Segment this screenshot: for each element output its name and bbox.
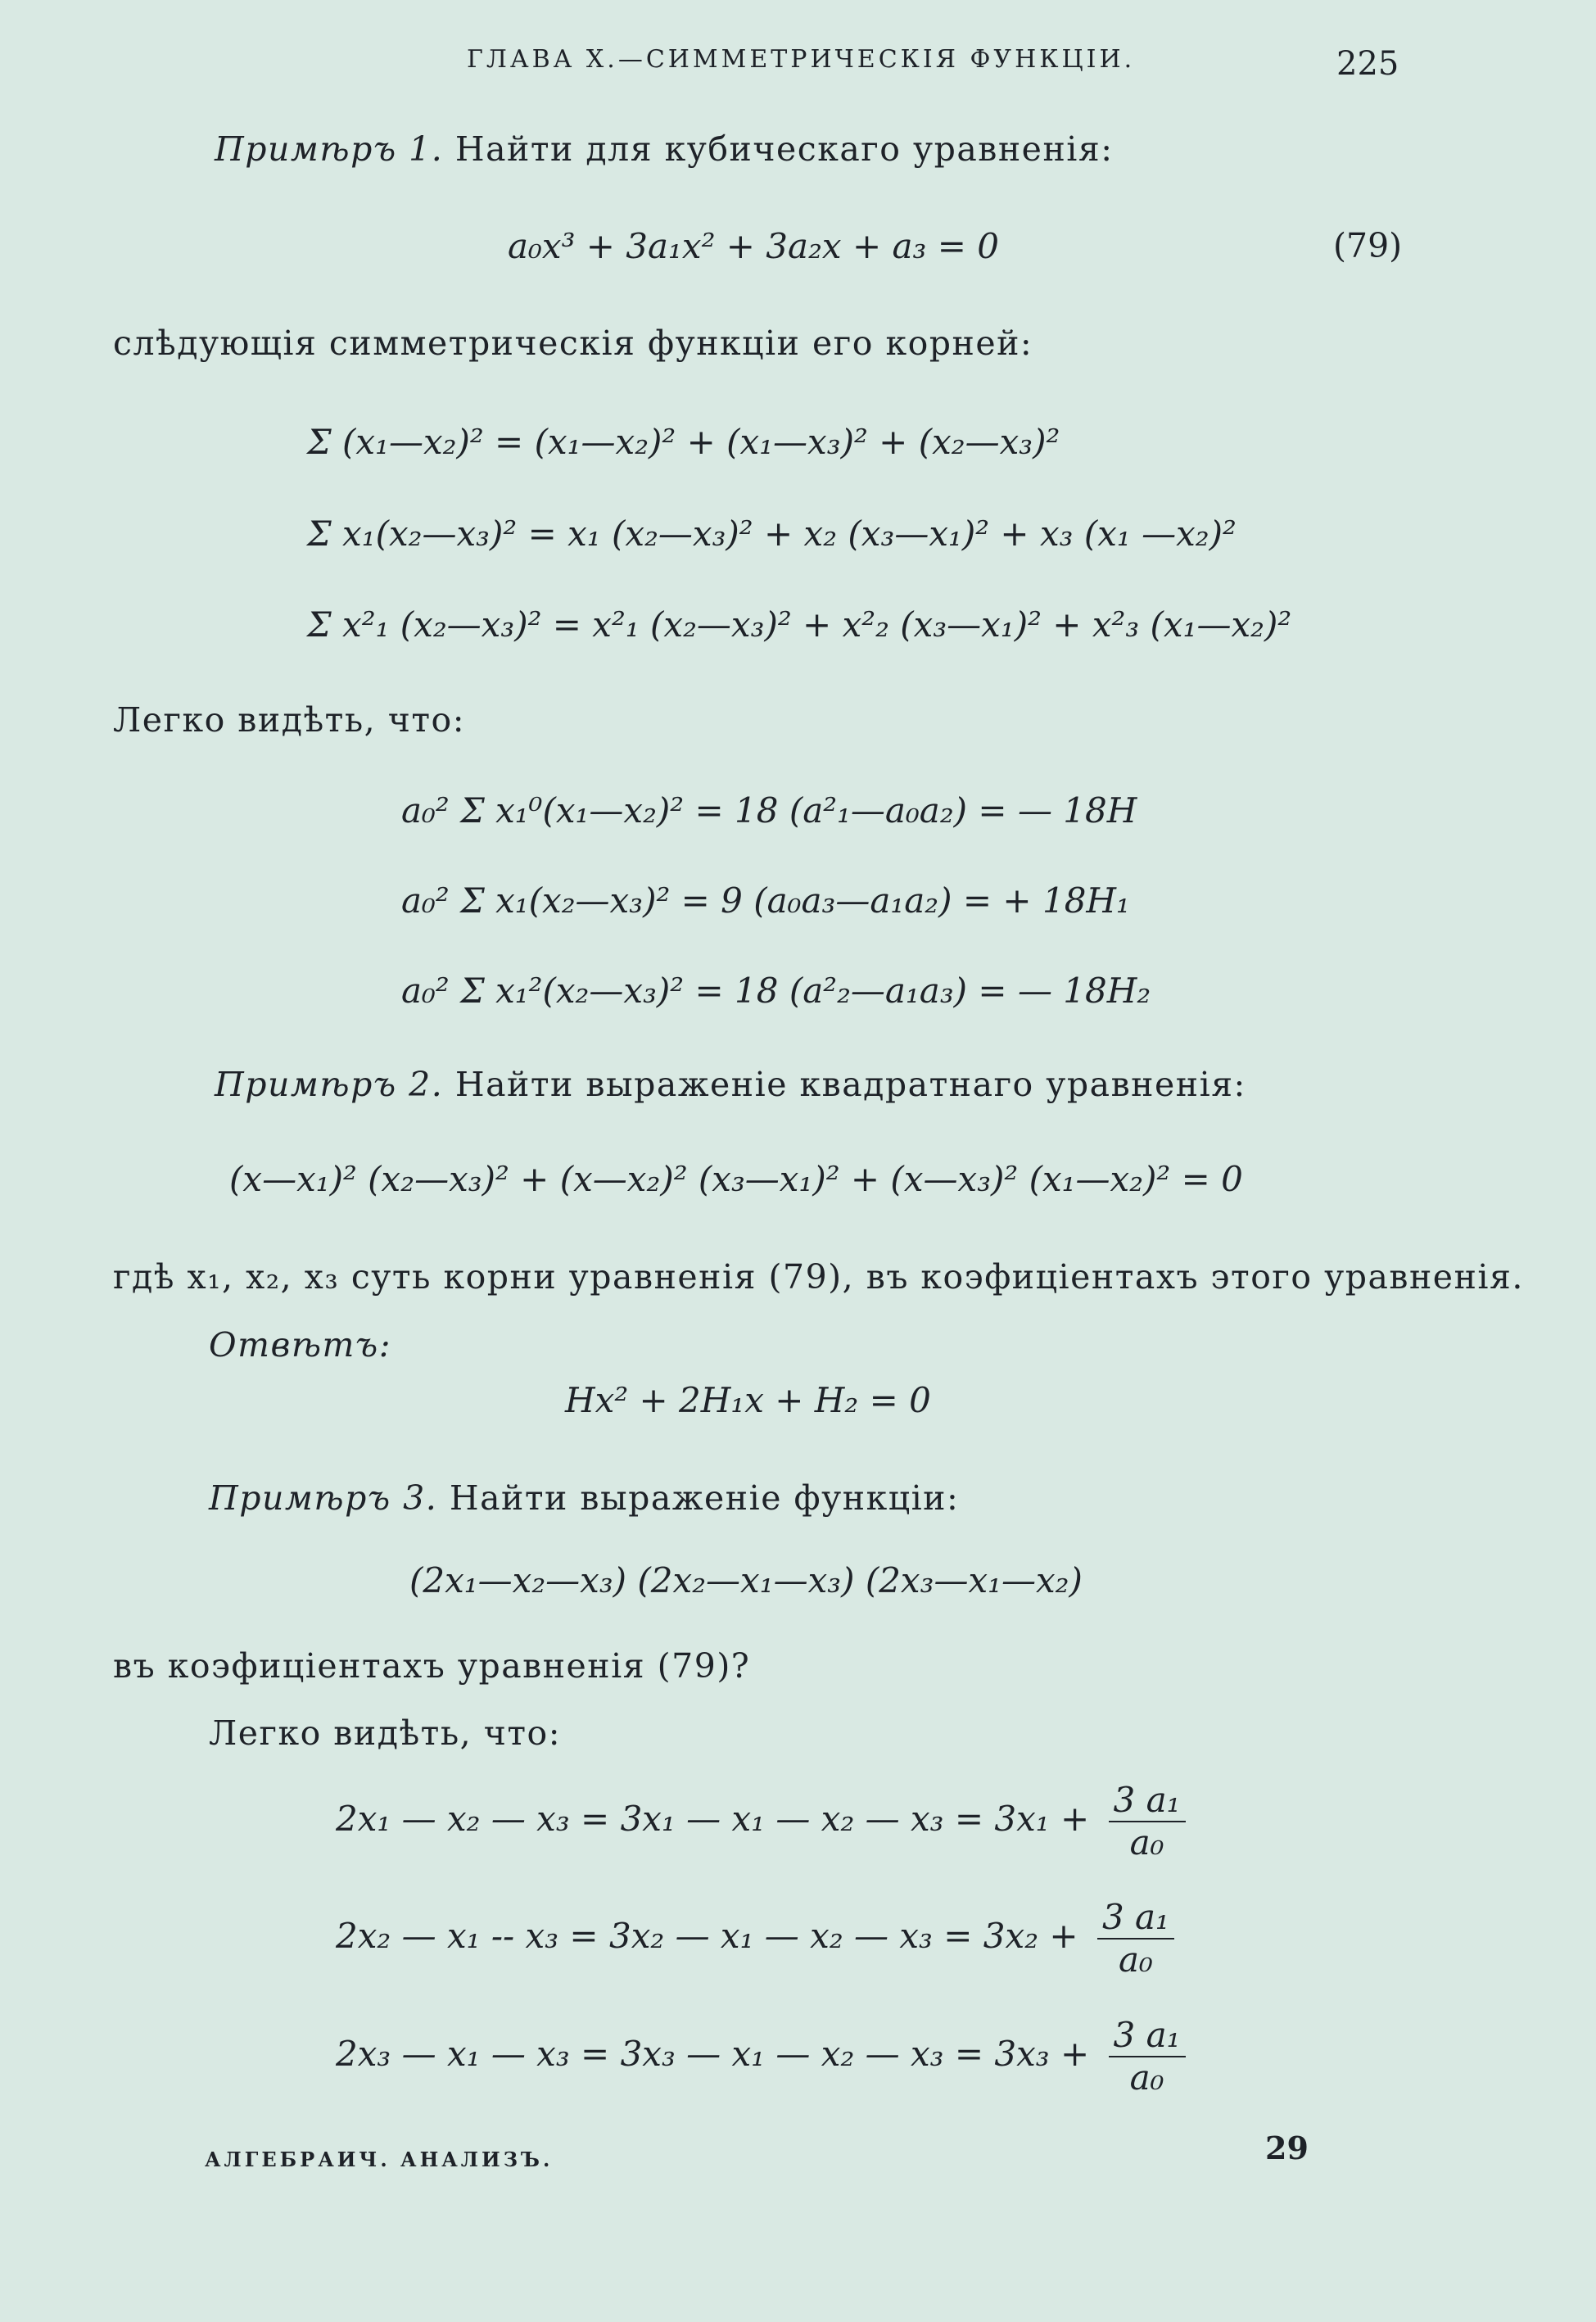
identity-line-1-lhs: 2x₁ — x₂ — x₃ = 3x₁ — x₁ — x₂ — x₃ = 3x₁ + xyxy=(336,1799,1090,1840)
footer-signature-number: 29 xyxy=(1265,2130,1309,2166)
fraction-1-denominator: a₀ xyxy=(1129,1822,1164,1863)
example1-easy: Легко видѣть, что: xyxy=(113,700,466,740)
fraction-2-denominator: a₀ xyxy=(1118,1940,1153,1980)
fraction-3-numerator: 3 a₁ xyxy=(1109,2016,1186,2057)
result-line-1: a₀² Σ x₁⁰(x₁—x₂)² = 18 (a²₁—a₀a₂) = — 18H xyxy=(401,790,1137,831)
fraction-2 xyxy=(1097,1899,1174,1979)
fraction-1-numerator: 3 a₁ xyxy=(1109,1781,1186,1822)
footer-book-title: АЛГЕБРАИЧ. АНАЛИЗЪ. xyxy=(205,2148,554,2171)
fraction-3-denominator: a₀ xyxy=(1129,2057,1164,2098)
identity-line-2-lhs: 2x₂ — x₁ -- x₃ = 3x₂ — x₁ — x₂ — x₃ = 3x₂ + xyxy=(336,1916,1078,1957)
example3-label: Примѣръ 3. xyxy=(209,1478,438,1518)
example1-heading xyxy=(215,129,1114,169)
fraction-2-numerator: 3 a₁ xyxy=(1097,1899,1174,1940)
fraction-1 xyxy=(1109,1781,1186,1862)
sum-line-3: Σ x²₁ (x₂—x₃)² = x²₁ (x₂—x₃)² + x²₂ (x₃—x₁)² + x²₃ (x₁—x₂)² xyxy=(307,604,1292,645)
example1-following: слѣдующія симметрическія функціи его корней: xyxy=(113,324,1033,363)
example3-text: Найти выраженіе функціи: xyxy=(437,1478,960,1518)
example3-heading xyxy=(209,1478,959,1518)
example1-text: Найти для кубическаго уравненія: xyxy=(443,129,1114,169)
example3-easy: Легко видѣть, что: xyxy=(209,1713,562,1753)
sum-line-1: Σ (x₁—x₂)² = (x₁—x₂)² + (x₁—x₃)² + (x₂—x₃)² xyxy=(307,422,1060,462)
identity-line-3 xyxy=(336,2016,1186,2097)
example3-equation: (2x₁—x₂—x₃) (2x₂—x₁—x₃) (2x₃—x₁—x₂) xyxy=(409,1560,1083,1600)
example2-equation: (x—x₁)² (x₂—x₃)² + (x—x₂)² (x₃—x₁)² + (x—x₃)² (x₁—x₂)² = 0 xyxy=(229,1159,1243,1199)
identity-line-3-lhs: 2x₃ — x₁ — x₃ = 3x₃ — x₁ — x₂ — x₃ = 3x₃ + xyxy=(336,2034,1090,2075)
example3-question: въ коэфиціентахъ уравненія (79)? xyxy=(113,1646,751,1686)
example1-label: Примѣръ 1. xyxy=(215,129,444,169)
equation-79: a₀x³ + 3a₁x² + 3a₂x + a₃ = 0 xyxy=(508,226,999,266)
running-head: ГЛАВА X.—СИММЕТРИЧЕСКІЯ ФУНКЦІИ. xyxy=(467,45,1136,74)
answer-equation: Hx² + 2H₁x + H₂ = 0 xyxy=(565,1380,931,1420)
identity-line-1 xyxy=(336,1781,1186,1862)
result-line-3: a₀² Σ x₁²(x₂—x₃)² = 18 (a²₂—a₁a₃) = — 18H₂ xyxy=(401,971,1151,1011)
example2-where: гдѣ x₁, x₂, x₃ суть корни уравненія (79), въ коэфиціентахъ этого уравненія. xyxy=(113,1257,1524,1297)
equation-number-79: (79) xyxy=(1333,226,1403,265)
identity-line-2 xyxy=(336,1899,1174,1979)
answer-label: Отвѣтъ: xyxy=(209,1325,392,1365)
result-line-2: a₀² Σ x₁(x₂—x₃)² = 9 (a₀a₃—a₁a₂) = + 18H₁ xyxy=(401,880,1130,921)
example2-text: Найти выраженіе квадратнаго уравненія: xyxy=(443,1065,1246,1104)
example2-label: Примѣръ 2. xyxy=(215,1065,444,1104)
example2-heading xyxy=(215,1065,1246,1104)
fraction-3 xyxy=(1109,2016,1186,2097)
page-number: 225 xyxy=(1336,45,1399,83)
sum-line-2: Σ x₁(x₂—x₃)² = x₁ (x₂—x₃)² + x₂ (x₃—x₁)² + x₃ (x₁ —x₂)² xyxy=(307,514,1237,554)
